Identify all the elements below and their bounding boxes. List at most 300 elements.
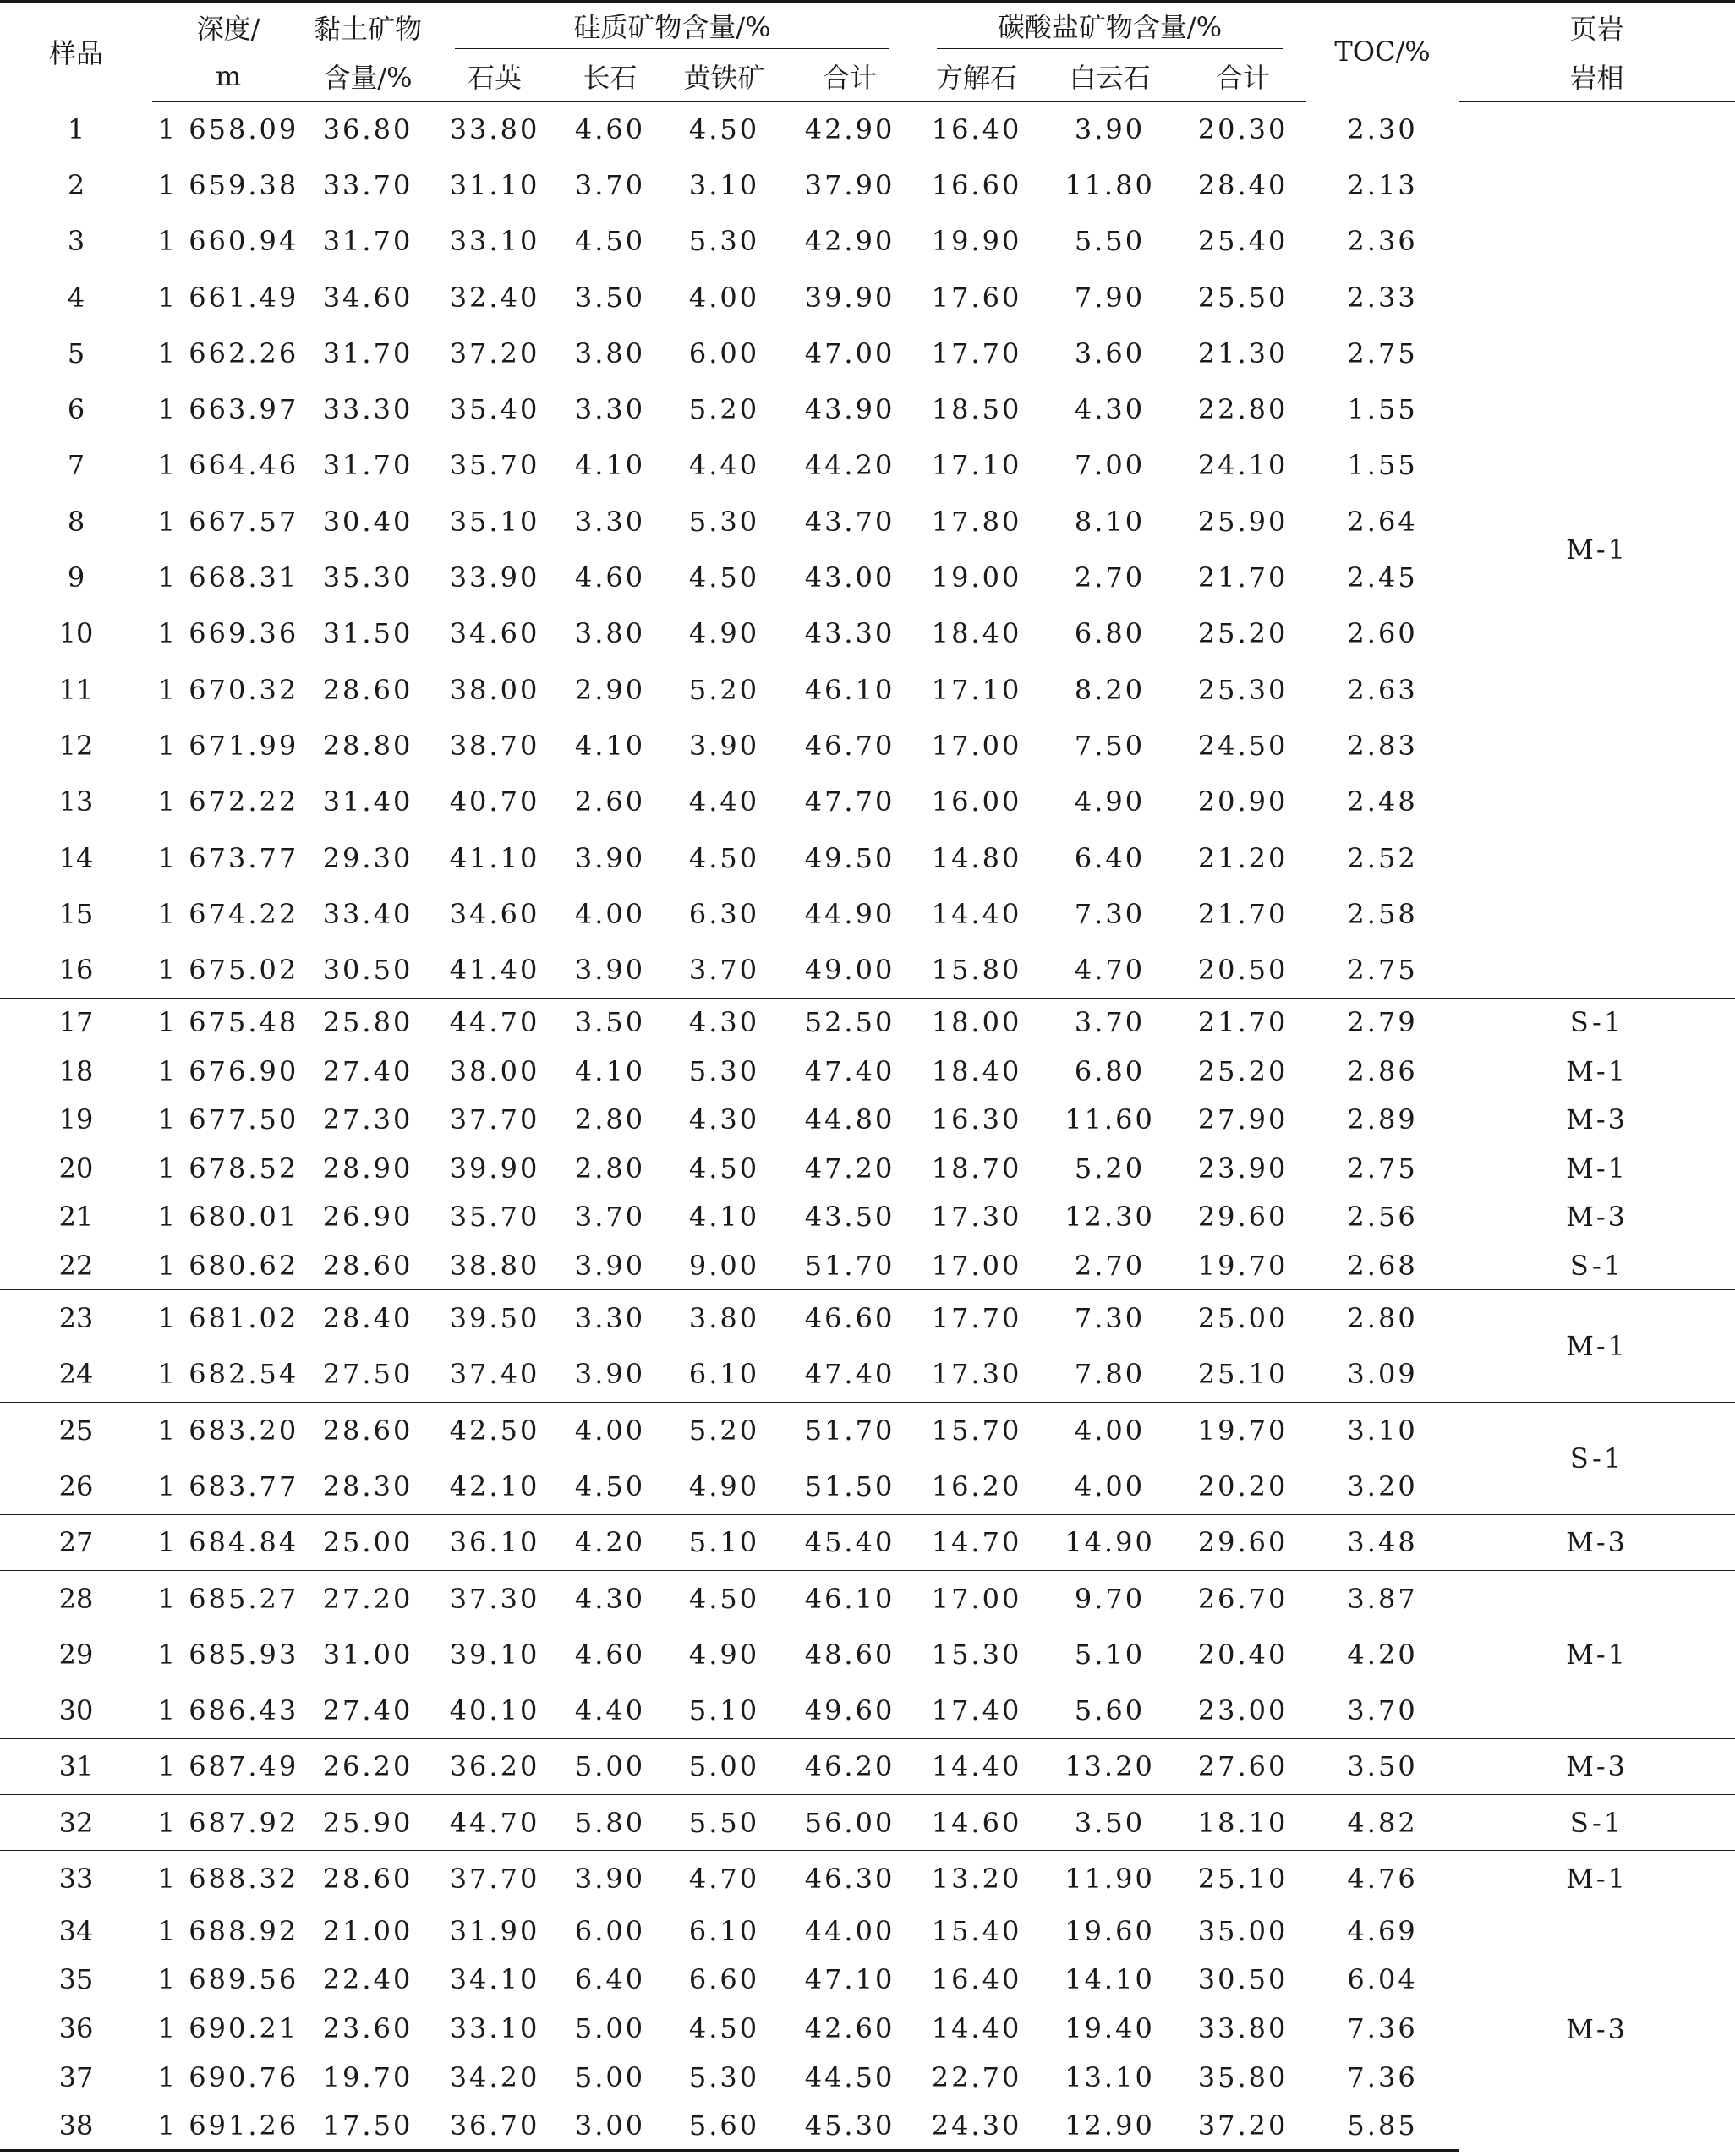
cell-carbonate-total: 25.50 (1197, 281, 1289, 314)
cell-sample: 19 (58, 1103, 94, 1136)
header-calcite: 方解石 (913, 52, 1040, 101)
cell-pyrite: 5.20 (662, 1402, 786, 1458)
cell-carbonate-total: 23.00 (1197, 1694, 1289, 1726)
cell-siliceous-total: 43.30 (804, 617, 895, 650)
cell-carbonate-total: 23.90 (1197, 1152, 1289, 1185)
cell-quartz: 44.70 (431, 998, 558, 1047)
cell-pyrite: 4.40 (688, 785, 760, 818)
cell-calcite: 16.20 (931, 1469, 1022, 1502)
table-row (0, 998, 1735, 1047)
cell-toc: 2.63 (1347, 673, 1418, 706)
cell-pyrite: 4.50 (688, 113, 760, 146)
cell-sample: 37 (58, 2060, 94, 2093)
cell-carbonate-total: 25.20 (1197, 1054, 1289, 1087)
cell-toc: 6.04 (1347, 1963, 1418, 1996)
table-body (0, 101, 1735, 2151)
cell-toc: 2.75 (1347, 1152, 1418, 1185)
cell-toc: 2.52 (1347, 841, 1418, 874)
cell-sample: 7 (67, 449, 85, 482)
cell-toc: 2.36 (1347, 225, 1418, 258)
cell-toc: 2.45 (1347, 561, 1418, 594)
cell-carbonate-total: 24.10 (1197, 449, 1289, 482)
cell-carbonate-total: 21.20 (1197, 841, 1289, 874)
cell-quartz: 38.00 (449, 673, 540, 706)
cell-depth: 1 687.49 (152, 1738, 304, 1794)
cell-feldspar: 4.50 (574, 1469, 646, 1502)
cell-quartz: 37.20 (449, 337, 540, 369)
cell-calcite: 14.70 (913, 1514, 1040, 1570)
cell-clay: 28.60 (322, 673, 413, 706)
cell-pyrite: 6.10 (688, 1358, 760, 1390)
cell-toc: 7.36 (1347, 2012, 1418, 2045)
cell-quartz: 42.10 (449, 1469, 540, 1502)
cell-feldspar: 4.10 (574, 449, 646, 482)
cell-clay: 25.00 (304, 1514, 431, 1570)
cell-quartz: 38.80 (449, 1249, 540, 1282)
cell-siliceous-total: 44.00 (786, 1907, 913, 1956)
cell-calcite: 17.00 (931, 729, 1022, 762)
cell-feldspar: 5.00 (574, 2012, 646, 2045)
cell-feldspar: 3.70 (574, 168, 646, 201)
cell-clay: 33.70 (322, 168, 413, 201)
cell-calcite: 18.40 (931, 617, 1022, 650)
cell-quartz: 37.70 (449, 1103, 540, 1136)
cell-siliceous-total: 45.40 (786, 1514, 913, 1570)
cell-clay: 33.30 (322, 393, 413, 426)
cell-depth: 1 672.22 (157, 785, 299, 818)
cell-carbonate-total: 29.60 (1179, 1514, 1306, 1570)
cell-facies: M-1 (1459, 1851, 1735, 1907)
cell-siliceous-total: 44.20 (804, 449, 895, 482)
cell-depth: 1 659.38 (157, 168, 299, 201)
table-row (0, 1047, 1735, 1096)
cell-facies: S-1 (1459, 1794, 1735, 1850)
header-feldspar: 长石 (558, 52, 662, 101)
cell-sample: 16 (58, 953, 94, 986)
cell-pyrite: 9.00 (688, 1249, 760, 1282)
cell-quartz: 40.70 (449, 785, 540, 818)
cell-depth: 1 661.49 (157, 281, 299, 314)
cell-siliceous-total: 46.70 (804, 729, 895, 762)
cell-toc: 2.79 (1306, 998, 1459, 1047)
cell-depth: 1 663.97 (157, 393, 299, 426)
cell-dolomite: 19.60 (1040, 1907, 1179, 1956)
cell-depth: 1 675.02 (157, 953, 299, 986)
cell-feldspar: 5.80 (558, 1794, 662, 1850)
cell-clay: 31.50 (322, 617, 413, 650)
cell-facies: M-3 (1566, 1201, 1628, 1234)
cell-clay: 31.70 (322, 449, 413, 482)
cell-dolomite: 5.60 (1074, 1694, 1146, 1726)
cell-calcite: 14.40 (931, 897, 1022, 930)
cell-feldspar: 4.40 (574, 1694, 646, 1726)
cell-siliceous-total: 47.10 (804, 1963, 895, 1996)
cell-carbonate-total: 21.70 (1197, 561, 1289, 594)
cell-pyrite: 4.00 (688, 281, 760, 314)
cell-clay: 28.40 (304, 1290, 431, 1346)
cell-quartz: 36.10 (431, 1514, 558, 1570)
cell-facies: M-3 (1459, 1514, 1735, 1570)
cell-carbonate-total: 22.80 (1197, 393, 1289, 426)
cell-siliceous-total: 37.90 (804, 168, 895, 201)
cell-quartz: 39.50 (431, 1290, 558, 1346)
cell-quartz: 39.90 (449, 1152, 540, 1185)
cell-feldspar: 4.20 (558, 1514, 662, 1570)
cell-dolomite: 7.00 (1074, 449, 1146, 482)
cell-pyrite: 5.50 (662, 1794, 786, 1850)
cell-dolomite: 6.80 (1074, 1054, 1146, 1087)
cell-dolomite: 11.80 (1065, 168, 1155, 201)
cell-calcite: 17.30 (931, 1358, 1022, 1390)
cell-toc: 2.75 (1347, 337, 1418, 369)
cell-siliceous-total: 42.60 (804, 2012, 895, 2045)
cell-clay: 26.90 (322, 1201, 413, 1234)
cell-sample: 35 (58, 1963, 94, 1996)
cell-pyrite: 4.70 (662, 1851, 786, 1907)
cell-feldspar: 4.10 (574, 729, 646, 762)
cell-carbonate-total: 28.40 (1197, 168, 1289, 201)
cell-depth: 1 673.77 (157, 841, 299, 874)
cell-siliceous-total: 46.10 (804, 673, 895, 706)
cell-calcite: 17.60 (931, 281, 1022, 314)
cell-facies: M-1 (1566, 1054, 1628, 1087)
cell-quartz: 42.50 (431, 1402, 558, 1458)
cell-clay: 25.80 (304, 998, 431, 1047)
cell-carbonate-total: 30.50 (1197, 1963, 1289, 1996)
table-row (0, 1402, 1735, 1458)
cell-carbonate-total: 25.30 (1197, 673, 1289, 706)
cell-quartz: 35.40 (449, 393, 540, 426)
cell-quartz: 36.20 (431, 1738, 558, 1794)
cell-calcite: 18.00 (913, 998, 1040, 1047)
cell-calcite: 19.00 (931, 561, 1022, 594)
cell-sample: 30 (58, 1694, 94, 1726)
cell-carbonate-total: 19.70 (1197, 1249, 1289, 1282)
cell-quartz: 35.70 (449, 1201, 540, 1234)
cell-siliceous-total: 47.20 (804, 1152, 895, 1185)
cell-dolomite: 4.30 (1074, 393, 1146, 426)
cell-toc: 2.30 (1347, 112, 1418, 145)
cell-sample: 23 (0, 1290, 152, 1346)
cell-clay: 27.40 (322, 1054, 413, 1087)
cell-quartz: 31.90 (431, 1907, 558, 1956)
cell-quartz: 37.30 (431, 1570, 558, 1626)
table-row (0, 1738, 1735, 1794)
cell-sample: 12 (58, 729, 94, 762)
cell-depth: 1 683.77 (157, 1469, 299, 1502)
cell-sample: 15 (58, 897, 94, 930)
table-row (0, 1144, 1735, 1193)
cell-clay: 33.40 (322, 897, 413, 930)
cell-feldspar: 3.90 (574, 1358, 646, 1390)
cell-calcite: 16.40 (931, 113, 1022, 146)
cell-dolomite: 14.10 (1065, 1963, 1155, 1996)
table-row (0, 1241, 1735, 1290)
cell-feldspar: 4.10 (574, 1054, 646, 1087)
cell-toc: 2.75 (1347, 953, 1418, 986)
header-quartz: 石英 (431, 52, 558, 101)
cell-dolomite: 11.60 (1065, 1103, 1155, 1136)
cell-pyrite: 5.10 (688, 1694, 760, 1726)
cell-clay: 27.20 (304, 1570, 431, 1626)
cell-calcite: 15.30 (931, 1638, 1022, 1671)
cell-depth: 1 688.92 (152, 1907, 304, 1956)
cell-clay: 36.80 (322, 113, 413, 146)
cell-carbonate-total: 35.80 (1197, 2060, 1289, 2093)
cell-siliceous-total: 43.00 (804, 561, 895, 594)
cell-siliceous-total: 44.50 (804, 2060, 895, 2093)
cell-calcite: 16.30 (931, 1103, 1022, 1136)
cell-pyrite: 5.30 (688, 225, 760, 258)
cell-feldspar: 3.80 (574, 617, 646, 650)
cell-clay: 27.30 (322, 1103, 413, 1136)
cell-quartz: 35.70 (449, 449, 540, 482)
cell-facies: S-1 (1569, 1249, 1624, 1282)
cell-clay: 31.70 (322, 337, 413, 369)
cell-toc: 3.87 (1306, 1570, 1459, 1626)
cell-depth: 1 685.93 (157, 1638, 299, 1671)
cell-quartz: 33.80 (449, 113, 540, 146)
cell-dolomite: 5.20 (1074, 1152, 1146, 1185)
cell-toc: 2.86 (1347, 1054, 1418, 1087)
cell-calcite: 16.60 (931, 168, 1022, 201)
cell-calcite: 17.80 (931, 505, 1022, 538)
cell-calcite: 18.40 (931, 1054, 1022, 1087)
cell-sample: 18 (58, 1054, 94, 1087)
cell-siliceous-total: 47.40 (804, 1054, 895, 1087)
cell-feldspar: 2.60 (574, 785, 646, 818)
cell-calcite: 18.70 (931, 1152, 1022, 1185)
cell-depth: 1 662.26 (157, 337, 299, 369)
cell-pyrite: 4.50 (688, 841, 760, 874)
cell-dolomite: 13.20 (1040, 1738, 1179, 1794)
cell-dolomite: 7.30 (1040, 1290, 1179, 1346)
cell-calcite: 14.80 (931, 841, 1022, 874)
header-clay-line2: 含量/% (304, 52, 431, 101)
cell-feldspar: 3.30 (558, 1290, 662, 1346)
cell-pyrite: 3.80 (662, 1290, 786, 1346)
cell-sample: 33 (0, 1851, 152, 1907)
cell-clay: 27.50 (322, 1358, 413, 1390)
cell-carbonate-total: 25.10 (1179, 1851, 1306, 1907)
cell-calcite: 17.00 (931, 1249, 1022, 1282)
cell-sample: 20 (58, 1152, 94, 1185)
cell-dolomite: 4.00 (1040, 1402, 1179, 1458)
table-row (0, 1193, 1735, 1242)
cell-sample: 27 (0, 1514, 152, 1570)
cell-sample: 31 (0, 1738, 152, 1794)
cell-carbonate-total: 24.50 (1197, 729, 1289, 762)
cell-dolomite: 4.00 (1074, 1469, 1146, 1502)
cell-depth: 1 684.84 (152, 1514, 304, 1570)
cell-clay: 35.30 (322, 561, 413, 594)
cell-sample: 36 (58, 2012, 94, 2045)
cell-clay: 34.60 (322, 281, 413, 314)
cell-sample: 2 (67, 168, 85, 201)
cell-carbonate-total: 25.90 (1197, 505, 1289, 538)
cell-toc: 4.82 (1306, 1794, 1459, 1850)
cell-siliceous-total: 49.50 (804, 841, 895, 874)
cell-depth: 1 658.09 (157, 113, 299, 146)
cell-pyrite: 5.30 (688, 1054, 760, 1087)
cell-clay: 21.00 (304, 1907, 431, 1956)
cell-carbonate-total: 25.20 (1197, 617, 1289, 650)
table-row (0, 1851, 1735, 1907)
cell-carbonate-total: 29.60 (1197, 1201, 1289, 1234)
cell-toc: 2.83 (1347, 729, 1418, 762)
cell-depth: 1 690.21 (157, 2012, 299, 2045)
cell-carbonate-total: 20.30 (1197, 113, 1289, 146)
cell-toc: 4.20 (1347, 1638, 1418, 1671)
cell-calcite: 15.70 (913, 1402, 1040, 1458)
header-depth-line1: 深度/ (152, 2, 304, 52)
cell-feldspar: 3.90 (574, 953, 646, 986)
table-row (0, 1907, 1735, 1956)
cell-feldspar: 3.30 (574, 505, 646, 538)
cell-calcite: 17.70 (931, 337, 1022, 369)
cell-dolomite: 7.90 (1074, 281, 1146, 314)
cell-quartz: 40.10 (449, 1694, 540, 1726)
header-facies-line2: 岩相 (1459, 52, 1735, 101)
cell-sample: 29 (58, 1638, 94, 1671)
cell-siliceous-total: 49.00 (804, 953, 895, 986)
cell-feldspar: 3.70 (574, 1201, 646, 1234)
cell-pyrite: 6.00 (688, 337, 760, 369)
cell-facies: M-1 (1459, 1290, 1735, 1403)
header-carbonate-total: 合计 (1179, 52, 1306, 101)
cell-depth: 1 687.92 (152, 1794, 304, 1850)
cell-pyrite: 5.10 (662, 1514, 786, 1570)
cell-facies: M-3 (1566, 1103, 1628, 1136)
cell-dolomite: 8.10 (1074, 505, 1146, 538)
cell-feldspar: 2.80 (574, 1103, 646, 1136)
cell-calcite: 14.40 (913, 1738, 1040, 1794)
cell-toc: 3.20 (1347, 1469, 1418, 1502)
cell-dolomite: 3.50 (1040, 1794, 1179, 1850)
cell-depth: 1 688.32 (152, 1851, 304, 1907)
cell-toc: 3.09 (1347, 1358, 1418, 1390)
cell-depth: 1 674.22 (157, 897, 299, 930)
cell-sample: 10 (58, 617, 94, 650)
cell-calcite: 19.90 (931, 225, 1022, 258)
cell-feldspar: 3.30 (574, 393, 646, 426)
cell-siliceous-total: 47.40 (804, 1358, 895, 1390)
cell-calcite: 17.00 (913, 1570, 1040, 1626)
cell-toc: 3.50 (1306, 1738, 1459, 1794)
cell-calcite: 18.50 (931, 393, 1022, 426)
cell-pyrite: 5.00 (662, 1738, 786, 1794)
cell-quartz: 37.70 (431, 1851, 558, 1907)
cell-carbonate-total: 33.80 (1197, 2012, 1289, 2045)
cell-carbonate-total: 26.70 (1179, 1570, 1306, 1626)
cell-sample: 4 (67, 281, 85, 314)
cell-siliceous-total: 43.70 (804, 505, 895, 538)
cell-feldspar: 3.50 (558, 998, 662, 1047)
cell-carbonate-total: 27.90 (1197, 1103, 1289, 1136)
cell-quartz: 35.10 (449, 505, 540, 538)
cell-toc: 1.55 (1347, 449, 1418, 482)
cell-feldspar: 3.80 (574, 337, 646, 369)
cell-siliceous-total: 51.50 (804, 1469, 895, 1502)
cell-sample: 32 (0, 1794, 152, 1850)
table-row (0, 1794, 1735, 1850)
cell-clay: 29.30 (322, 841, 413, 874)
cell-carbonate-total: 25.40 (1197, 225, 1289, 258)
cell-quartz: 34.60 (449, 617, 540, 650)
cell-facies: M-1 (1459, 1570, 1735, 1738)
table-row (0, 101, 1735, 157)
cell-quartz: 33.10 (449, 2012, 540, 2045)
cell-clay: 31.70 (322, 225, 413, 258)
cell-clay: 26.20 (304, 1738, 431, 1794)
cell-sample: 11 (58, 673, 94, 706)
cell-depth: 1 675.48 (152, 998, 304, 1047)
cell-toc: 2.58 (1347, 897, 1418, 930)
cell-depth: 1 690.76 (157, 2060, 299, 2093)
cell-sample: 13 (58, 785, 94, 818)
cell-facies: S-1 (1459, 998, 1735, 1047)
cell-dolomite: 5.50 (1074, 225, 1146, 258)
table-row (0, 1095, 1735, 1144)
cell-pyrite: 4.90 (688, 617, 760, 650)
cell-dolomite: 13.10 (1065, 2060, 1155, 2093)
cell-clay: 28.60 (304, 1851, 431, 1907)
cell-dolomite: 2.70 (1074, 1249, 1146, 1282)
cell-siliceous-total: 45.30 (786, 2101, 913, 2150)
cell-facies: S-1 (1459, 1402, 1735, 1514)
cell-pyrite: 6.30 (688, 897, 760, 930)
cell-toc: 2.80 (1306, 1290, 1459, 1346)
cell-clay: 19.70 (322, 2060, 413, 2093)
cell-toc: 2.48 (1347, 785, 1418, 818)
cell-feldspar: 4.50 (574, 225, 646, 258)
cell-carbonate-total: 21.70 (1179, 998, 1306, 1047)
cell-calcite: 14.60 (913, 1794, 1040, 1850)
cell-feldspar: 6.40 (574, 1963, 646, 1996)
cell-quartz: 38.00 (449, 1054, 540, 1087)
cell-quartz: 33.90 (449, 561, 540, 594)
cell-depth: 1 680.62 (157, 1249, 299, 1282)
cell-carbonate-total: 27.60 (1179, 1738, 1306, 1794)
cell-siliceous-total: 46.30 (786, 1851, 913, 1907)
cell-siliceous-total: 51.70 (786, 1402, 913, 1458)
cell-clay: 27.40 (322, 1694, 413, 1726)
cell-calcite: 17.70 (913, 1290, 1040, 1346)
cell-calcite: 16.00 (931, 785, 1022, 818)
cell-feldspar: 2.90 (574, 673, 646, 706)
cell-sample: 38 (0, 2101, 152, 2150)
cell-siliceous-total: 46.20 (786, 1738, 913, 1794)
cell-feldspar: 3.50 (574, 281, 646, 314)
cell-quartz: 34.10 (449, 1963, 540, 1996)
cell-dolomite: 19.40 (1065, 2012, 1155, 2045)
cell-siliceous-total: 51.70 (804, 1249, 895, 1282)
cell-toc: 2.89 (1347, 1103, 1418, 1136)
cell-clay: 28.60 (304, 1402, 431, 1458)
cell-facies: M-3 (1459, 1907, 1735, 2150)
cell-calcite: 24.30 (913, 2101, 1040, 2150)
cell-toc: 7.36 (1347, 2060, 1418, 2093)
cell-dolomite: 7.30 (1074, 897, 1146, 930)
cell-depth: 1 682.54 (157, 1358, 299, 1390)
cell-pyrite: 4.40 (688, 449, 760, 482)
cell-pyrite: 6.10 (662, 1907, 786, 1956)
cell-sample: 28 (0, 1570, 152, 1626)
cell-sample: 1 (67, 112, 85, 145)
cell-feldspar: 4.60 (574, 113, 646, 146)
cell-siliceous-total: 39.90 (804, 281, 895, 314)
header-carbonate-group: 碳酸盐矿物含量/% (913, 2, 1306, 52)
